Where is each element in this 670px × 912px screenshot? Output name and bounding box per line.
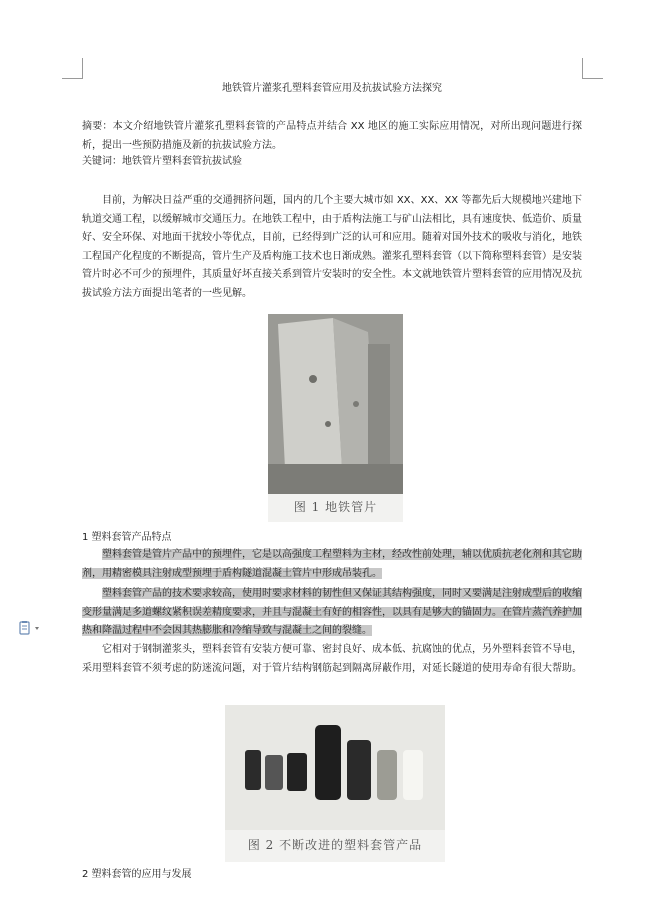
page-corner-mark-top-left [62,58,83,79]
segment-photo [268,314,403,494]
keywords: 关键词：地铁管片塑料套管抗拔试验 [82,156,242,167]
section-1-heading: 1 塑料套管产品特点 [82,532,172,543]
figure-2-caption: 图 2 不断改进的塑料套管产品 [247,838,423,852]
sleeves-photo [225,705,445,830]
highlighted-text: 塑料套管是管片产品中的预埋件，它是以高强度工程塑料为主材，经改性前处理，辅以优质抗老化剂和其它助剂，用精密模具注射成型预埋于盾构隧道混凝土管片中形成吊装孔。 [82,549,582,579]
figure-2-image [225,705,445,862]
intro-paragraph: 目前，为解决日益严重的交通拥挤问题，国内的几个主要大城市如 XX、XX、XX 等都先后大规模地兴建地下轨道交通工程，以缓解城市交通压力。在地铁工程中，由于盾构法施工与矿山法相比，具有速度快、低造价、质量好、安全环保、对地面干扰较小等优点，目前，已经得到广泛的认可和应用。随着对国外技术的吸收与消化，地铁工程国产化程度的不断提高，管片生产及盾构施工技术也日渐成熟。灌浆孔塑料套管（以下简称塑料套管）是安装管片时必不可少的预埋件，其质量好坏直接关系到管片安装时的安全性。本文就地铁管片塑料套管的应用情况及抗拔试验方法方面提出笔者的一些见解。 [82,195,582,299]
abstract: 摘要：本文介绍地铁管片灌浆孔塑料套管的产品特点并结合 XX 地区的施工实际应用情况，对所出现问题进行探析，提出一些预防措施及新的抗拔试验方法。 [82,121,582,151]
section-1-paragraph-1 [82,546,582,583]
figure-1-caption: 图 1 地铁管片 [293,500,378,514]
paste-options-button[interactable] [18,620,48,634]
section-1-paragraph-2 [82,585,582,641]
section-1-paragraph-3: 它相对于钢制灌浆头，塑料套管有安装方便可靠、密封良好、成本低、抗腐蚀的优点，另外塑料套管不导电，采用塑料套管不须考虑的防迷流问题，对于管片结构钢筋起到隔离屏蔽作用，对延长隧道的使用寿命有很大帮助。 [82,644,582,674]
clipboard-icon [18,621,48,635]
document-title: 地铁管片灌浆孔塑料套管应用及抗拔试验方法探究 [222,83,442,94]
section-2-heading: 2 塑料套管的应用与发展 [82,869,192,880]
highlighted-text: 塑料套管产品的技术要求较高，使用时要求材料的韧性但又保证其结构强度，同时又要满足注射成型后的收缩变形量满足多道螺纹紧积误差精度要求，并且与混凝土有好的相容性，以具有足够大的锚固力。在管片蒸汽养护加热和降温过程中不会因其热膨胀和冷缩导致与混凝土之间的裂缝。 [82,588,582,636]
figure-1-image [268,314,403,522]
page-corner-mark-top-right [582,58,603,79]
